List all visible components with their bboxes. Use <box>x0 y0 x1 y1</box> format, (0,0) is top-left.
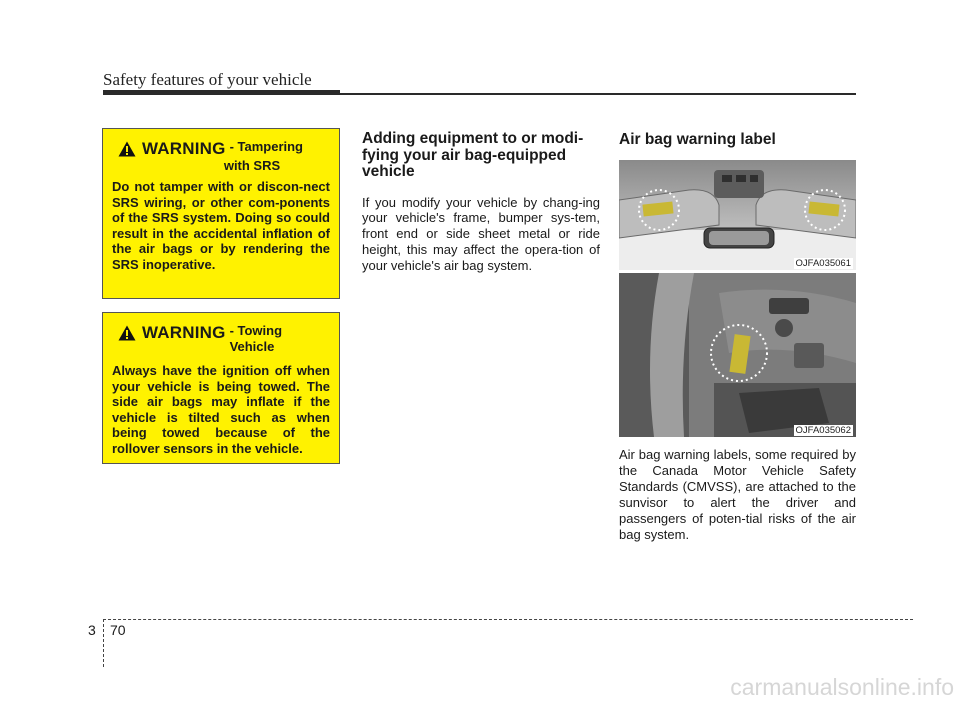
header-rule-thin <box>340 93 856 95</box>
warning-body: Always have the ignition off when your vehicle is being towed. The side air bags may inflate if the vehicle is tilted such as when being towed because of the rollover sensors in the vehicle. <box>112 363 330 456</box>
warning-heading <box>112 323 330 355</box>
watermark: carmanualsonline.info <box>730 674 954 700</box>
page-number: 70 <box>110 622 126 638</box>
chapter-number: 3 <box>88 622 96 638</box>
side-label-photo <box>619 273 856 437</box>
footer-rule <box>103 619 913 620</box>
footer-divider <box>103 619 104 667</box>
section-heading: Air bag warning label <box>619 131 776 148</box>
section-body: Air bag warning labels, some required by the Canada Motor Vehicle Safety Standards (CMVSS), are attached to the sunvisor to alert the driver and passengers of poten-tial risks of the air bag system. <box>619 447 856 542</box>
warning-word: WARNING <box>142 139 226 158</box>
warning-body: Do not tamper with or discon-nect SRS wiring, or other com-ponents of the SRS system. Doing so could result in the accidental inflation of the air bags or by rendering the SRS inoperative. <box>112 179 330 272</box>
warning-triangle-icon <box>118 325 136 341</box>
section-airbag-label <box>619 131 856 149</box>
header-rule-thick <box>103 90 340 95</box>
warning-word: WARNING <box>142 323 226 342</box>
section-heading: Adding equipment to or modi-fying your air bag-equipped vehicle <box>362 130 584 180</box>
figure-code: OJFA035062 <box>795 425 851 436</box>
warning-triangle-icon <box>118 141 136 157</box>
warning-subtitle: - Towing Vehicle <box>229 323 283 354</box>
warning-box-towing <box>102 312 340 464</box>
warning-subtitle-line2: with SRS <box>223 158 281 173</box>
section-body: If you modify your vehicle by chang-ing your vehicle's frame, bumper sys-tem, front end or side sheet metal or ride height, this may affect the opera-tion of your vehicle's air bag system. <box>362 194 600 273</box>
sunvisor-label-photo <box>619 160 856 270</box>
warning-heading <box>112 139 330 159</box>
section-adding-equipment <box>362 131 600 273</box>
warning-subtitle: - Tampering <box>229 139 303 154</box>
warning-box-tampering <box>102 128 340 299</box>
dashboard-side-illustration <box>619 273 856 437</box>
sunvisor-illustration <box>619 160 856 270</box>
figure-code: OJFA035061 <box>795 258 851 269</box>
page-header-title: Safety features of your vehicle <box>103 70 312 89</box>
